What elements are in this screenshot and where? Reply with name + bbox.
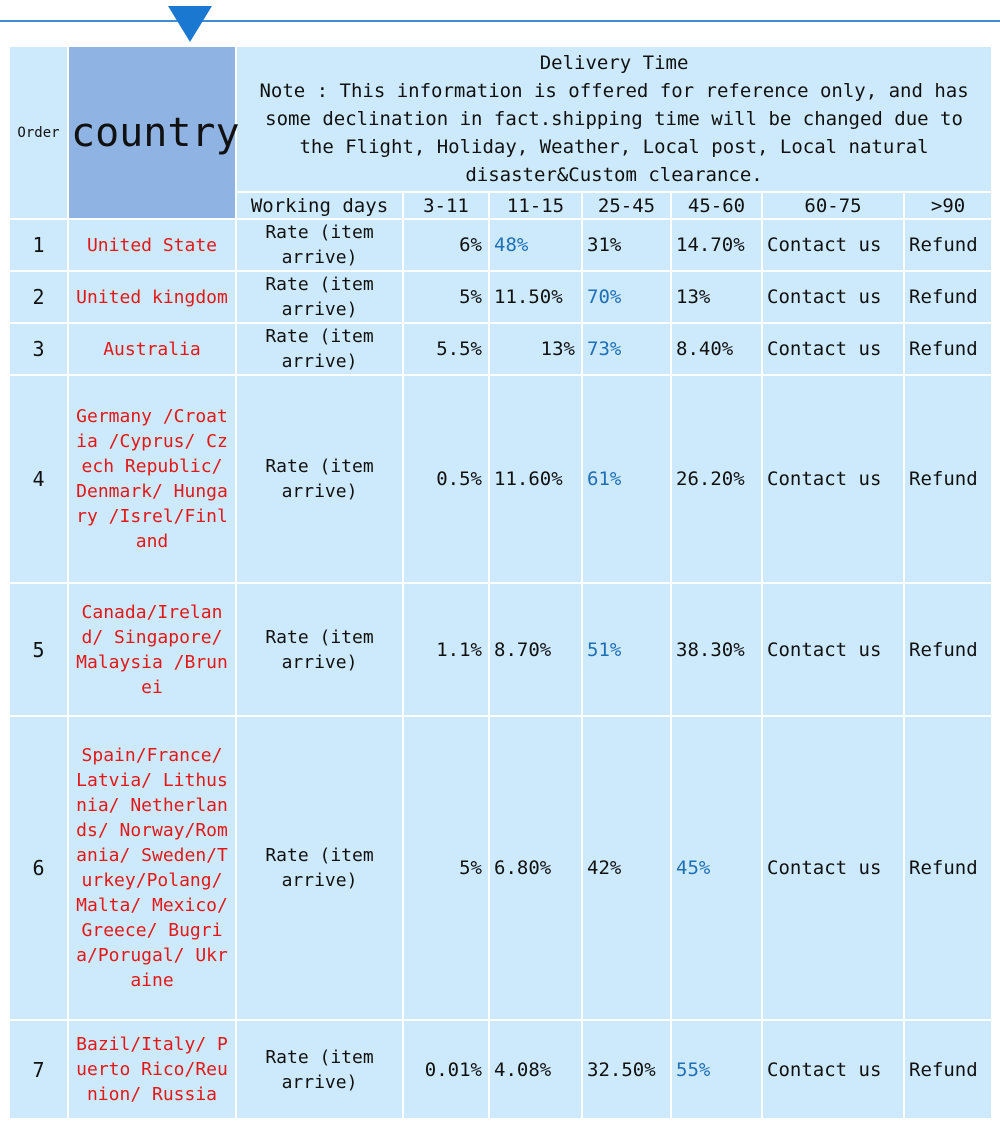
contact-cell: Contact us bbox=[762, 375, 904, 583]
range-header: 45-60 bbox=[671, 192, 762, 219]
country-cell: Spain/France/ Latvia/ Lithusnia/ Netherlands/ Norway/Romania/ Sweden/Turkey/Polang/ Malta/ Mexico/Greece/ Bugria/Porugal/ Ukraine bbox=[68, 716, 236, 1020]
country-cell: United kingdom bbox=[68, 271, 236, 323]
country-cell: United State bbox=[68, 219, 236, 271]
order-cell: 2 bbox=[9, 271, 68, 323]
order-cell: 6 bbox=[9, 716, 68, 1020]
delivery-time-title: Delivery Time bbox=[539, 52, 689, 74]
rate-cell: Rate (item arrive) bbox=[236, 323, 403, 375]
working-days-header: Working days bbox=[236, 192, 403, 219]
top-divider bbox=[0, 20, 1000, 22]
rate-value-cell: 0.01% bbox=[403, 1020, 489, 1119]
contact-cell: Contact us bbox=[762, 583, 904, 716]
order-header: Order bbox=[9, 46, 68, 219]
rate-cell: Rate (item arrive) bbox=[236, 219, 403, 271]
contact-cell: Contact us bbox=[762, 271, 904, 323]
range-header: 11-15 bbox=[489, 192, 582, 219]
rate-value-cell: 13% bbox=[671, 271, 762, 323]
refund-cell: Refund bbox=[904, 271, 992, 323]
refund-cell: Refund bbox=[904, 323, 992, 375]
rate-value-cell: 4.08% bbox=[489, 1020, 582, 1119]
rate-value-cell: 51% bbox=[582, 583, 671, 716]
rate-cell: Rate (item arrive) bbox=[236, 271, 403, 323]
rate-value-cell: 11.60% bbox=[489, 375, 582, 583]
table-row bbox=[9, 583, 992, 716]
rate-value-cell: 8.40% bbox=[671, 323, 762, 375]
rate-value-cell: 32.50% bbox=[582, 1020, 671, 1119]
rate-value-cell: 5% bbox=[403, 271, 489, 323]
rate-value-cell: 1.1% bbox=[403, 583, 489, 716]
rate-value-cell: 26.20% bbox=[671, 375, 762, 583]
rate-value-cell: 5.5% bbox=[403, 323, 489, 375]
down-triangle-icon bbox=[168, 6, 212, 42]
country-cell: Germany /Croatia /Cyprus/ Czech Republic/ Denmark/ Hungary /Isrel/Finland bbox=[68, 375, 236, 583]
rate-value-cell: 48% bbox=[489, 219, 582, 271]
contact-cell: Contact us bbox=[762, 219, 904, 271]
range-header: 3-11 bbox=[403, 192, 489, 219]
contact-cell: Contact us bbox=[762, 1020, 904, 1119]
delivery-time-table bbox=[8, 45, 993, 1120]
country-cell: Bazil/Italy/ Puerto Rico/Reunion/ Russia bbox=[68, 1020, 236, 1119]
rate-cell: Rate (item arrive) bbox=[236, 375, 403, 583]
rate-value-cell: 0.5% bbox=[403, 375, 489, 583]
country-cell: Australia bbox=[68, 323, 236, 375]
range-header: >90 bbox=[904, 192, 992, 219]
country-cell: Canada/Ireland/ Singapore/ Malaysia /Brunei bbox=[68, 583, 236, 716]
rate-value-cell: 5% bbox=[403, 716, 489, 1020]
refund-cell: Refund bbox=[904, 219, 992, 271]
table-row bbox=[9, 219, 992, 271]
range-header: 25-45 bbox=[582, 192, 671, 219]
rate-cell: Rate (item arrive) bbox=[236, 1020, 403, 1119]
refund-cell: Refund bbox=[904, 375, 992, 583]
rate-value-cell: 8.70% bbox=[489, 583, 582, 716]
rate-value-cell: 45% bbox=[671, 716, 762, 1020]
refund-cell: Refund bbox=[904, 583, 992, 716]
range-header: 60-75 bbox=[762, 192, 904, 219]
table-row bbox=[9, 1020, 992, 1119]
rate-value-cell: 6% bbox=[403, 219, 489, 271]
rate-value-cell: 38.30% bbox=[671, 583, 762, 716]
rate-value-cell: 42% bbox=[582, 716, 671, 1020]
rate-value-cell: 14.70% bbox=[671, 219, 762, 271]
delivery-note: Note : This information is offered for reference only, and has some declination in fact.shipping time will be changed due to the Flight, Holiday, Weather, Local post, Local natural disaster&Custom clearance. bbox=[259, 80, 969, 186]
order-cell: 1 bbox=[9, 219, 68, 271]
rate-value-cell: 31% bbox=[582, 219, 671, 271]
table-row bbox=[9, 323, 992, 375]
refund-cell: Refund bbox=[904, 716, 992, 1020]
order-cell: 5 bbox=[9, 583, 68, 716]
table-row bbox=[9, 716, 992, 1020]
rate-value-cell: 70% bbox=[582, 271, 671, 323]
refund-cell: Refund bbox=[904, 1020, 992, 1119]
order-cell: 7 bbox=[9, 1020, 68, 1119]
order-cell: 4 bbox=[9, 375, 68, 583]
rate-value-cell: 61% bbox=[582, 375, 671, 583]
order-cell: 3 bbox=[9, 323, 68, 375]
rate-value-cell: 13% bbox=[489, 323, 582, 375]
rate-cell: Rate (item arrive) bbox=[236, 583, 403, 716]
contact-cell: Contact us bbox=[762, 323, 904, 375]
rate-cell: Rate (item arrive) bbox=[236, 716, 403, 1020]
contact-cell: Contact us bbox=[762, 716, 904, 1020]
rate-value-cell: 55% bbox=[671, 1020, 762, 1119]
delivery-time-header bbox=[236, 46, 992, 192]
rate-value-cell: 6.80% bbox=[489, 716, 582, 1020]
country-header: country bbox=[68, 46, 236, 219]
rate-value-cell: 11.50% bbox=[489, 271, 582, 323]
rate-value-cell: 73% bbox=[582, 323, 671, 375]
table-row bbox=[9, 375, 992, 583]
table-row bbox=[9, 271, 992, 323]
